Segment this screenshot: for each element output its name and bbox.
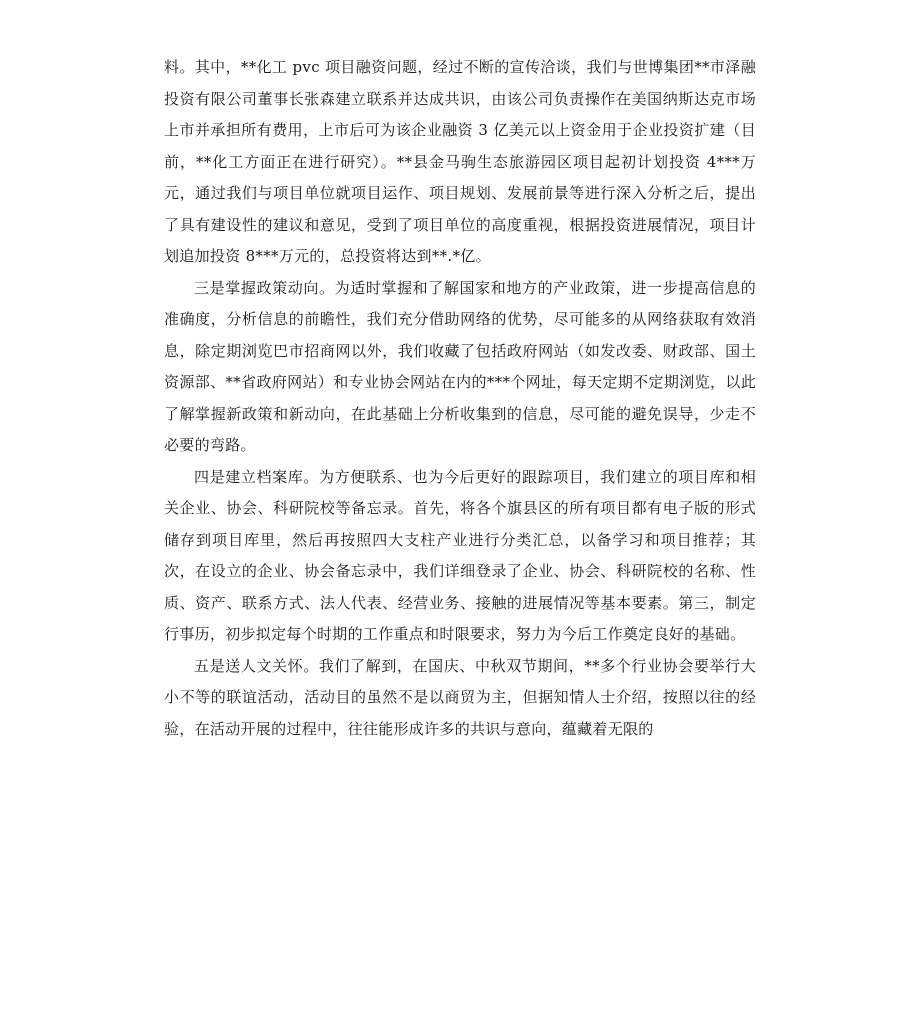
paragraph-humanistic-care: 五是送人文关怀。我们了解到，在国庆、中秋双节期间，**多个行业协会要举行大小不等的联谊活动，活动目的虽然不是以商贸为主，但据知情人士介绍，按照以往的经验，在活动开展的过程中，往往能形成许多的共识与意向，蕴藏着无限的 [164, 656, 756, 738]
paragraph-archive-database: 四是建立档案库。为方便联系、也为今后更好的跟踪项目，我们建立的项目库和相关企业、协会、科研院校等备忘录。首先，将各个旗县区的所有项目都有电子版的形式储存到项目库里，然后再按照四大支柱产业进行分类汇总，以备学习和项目推荐；其次，在设立的企业、协会备忘录中，我们详细登录了企业、协会、科研院校的名称、性质、资产、联系方式、法人代表、经营业务、接触的进展情况等基本要素。第三，制定行事历，初步拟定每个时期的工作重点和时限要求，努力为今后工作奠定良好的基础。 [164, 467, 756, 643]
paragraph-financing-projects: 料。其中，**化工 pvc 项目融资问题，经过不断的宣传洽谈，我们与世博集团**市泽融投资有限公司董事长张森建立联系并达成共识，由该公司负责操作在美国纳斯达克市场上市并承担所有费用，上市后可为该企业融资 3 亿美元以上资金用于企业投资扩建（目前，**化工方面正在进行研究）。**县金马驹生态旅游园区项目起初计划投资 4***万元，通过我们与项目单位就项目运作、项目规划、发展前景等进行深入分析之后，提出了具有建设性的建议和意见，受到了项目单位的高度重视，根据投资进展情况，项目计划追加投资 8***万元的，总投资将达到**.*亿。 [164, 58, 756, 265]
paragraph-policy-trends: 三是掌握政策动向。为适时掌握和了解国家和地方的产业政策，进一步提高信息的准确度，分析信息的前瞻性，我们充分借助网络的优势，尽可能多的从网络获取有效消息，除定期浏览巴市招商网以外，我们收藏了包括政府网站（如发改委、财政部、国土资源部、**省政府网站）和专业协会网站在内的***个网址，每天定期不定期浏览，以此了解掌握新政策和新动向，在此基础上分析收集到的信息，尽可能的避免误导，少走不必要的弯路。 [164, 278, 756, 454]
document-body [164, 52, 756, 745]
